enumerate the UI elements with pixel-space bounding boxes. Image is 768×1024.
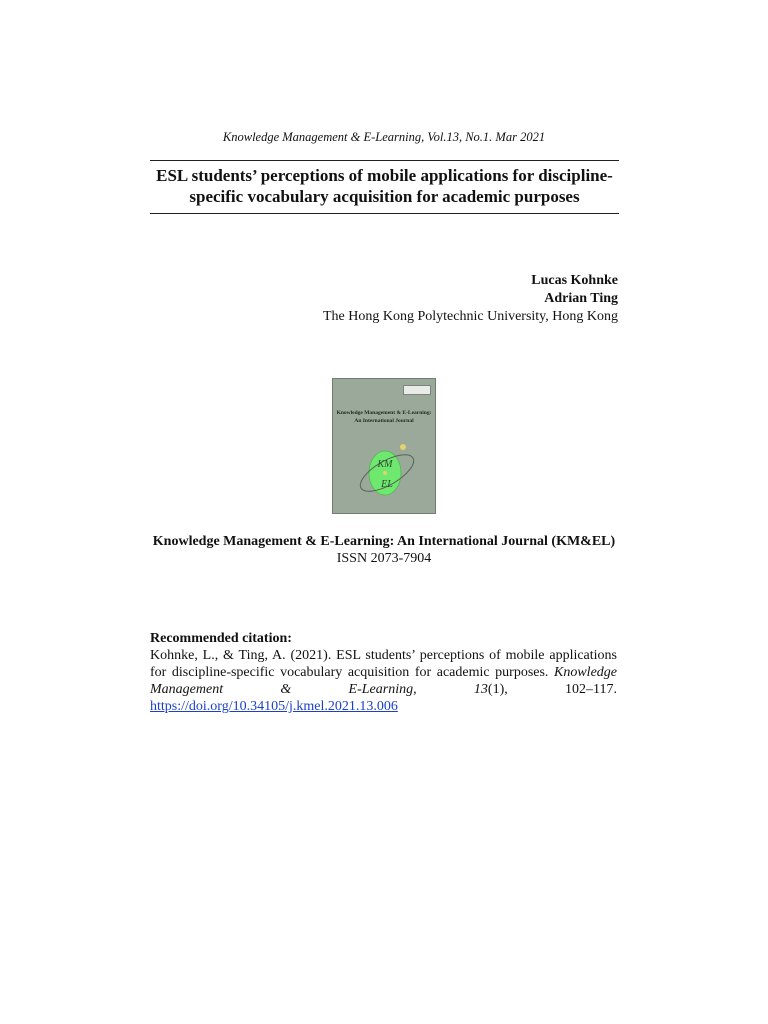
journal-name: Knowledge Management & E-Learning: An International Journal (KM&EL) <box>152 534 616 549</box>
journal-issn: ISSN 2073-7904 <box>336 551 432 566</box>
author-name: Lucas Kohnke <box>531 273 618 288</box>
cover-title-line: Knowledge Management & E-Learning: <box>336 410 432 416</box>
author-affiliation: The Hong Kong Polytechnic University, Hong Kong <box>323 309 618 324</box>
citation-issue-pages: (1), 102–117. <box>487 682 617 697</box>
citation-reference: Kohnke, L., & Ting, A. (2021). ESL students’ perceptions of mobile applications for discipline-specific vocabulary acquisition for academic purposes. <box>150 648 617 680</box>
logo-text-el: EL <box>381 479 393 490</box>
doi-link[interactable]: https://doi.org/10.34105/j.kmel.2021.13.006 <box>150 699 398 714</box>
author-name: Adrian Ting <box>544 291 618 306</box>
citation-journal: Knowledge Management & E-Learning, 13 <box>150 665 617 697</box>
citation-text <box>150 647 617 715</box>
recommended-citation <box>150 630 617 715</box>
title-block <box>150 160 619 214</box>
cover-title <box>333 409 435 425</box>
cover-title-line: An International Journal <box>354 418 414 424</box>
running-head: Knowledge Management & E-Learning, Vol.13, No.1. Mar 2021 <box>222 130 546 144</box>
paper-title: ESL students’ perceptions of mobile applications for discipline-specific vocabulary acquisition for academic purposes <box>156 166 613 206</box>
citation-label: Recommended citation: <box>150 631 292 646</box>
author-block <box>323 272 618 326</box>
kmel-logo-icon <box>355 437 419 501</box>
cover-issn-box <box>403 385 431 395</box>
logo-text-km: KM <box>377 459 393 470</box>
journal-cover-image <box>332 378 436 514</box>
